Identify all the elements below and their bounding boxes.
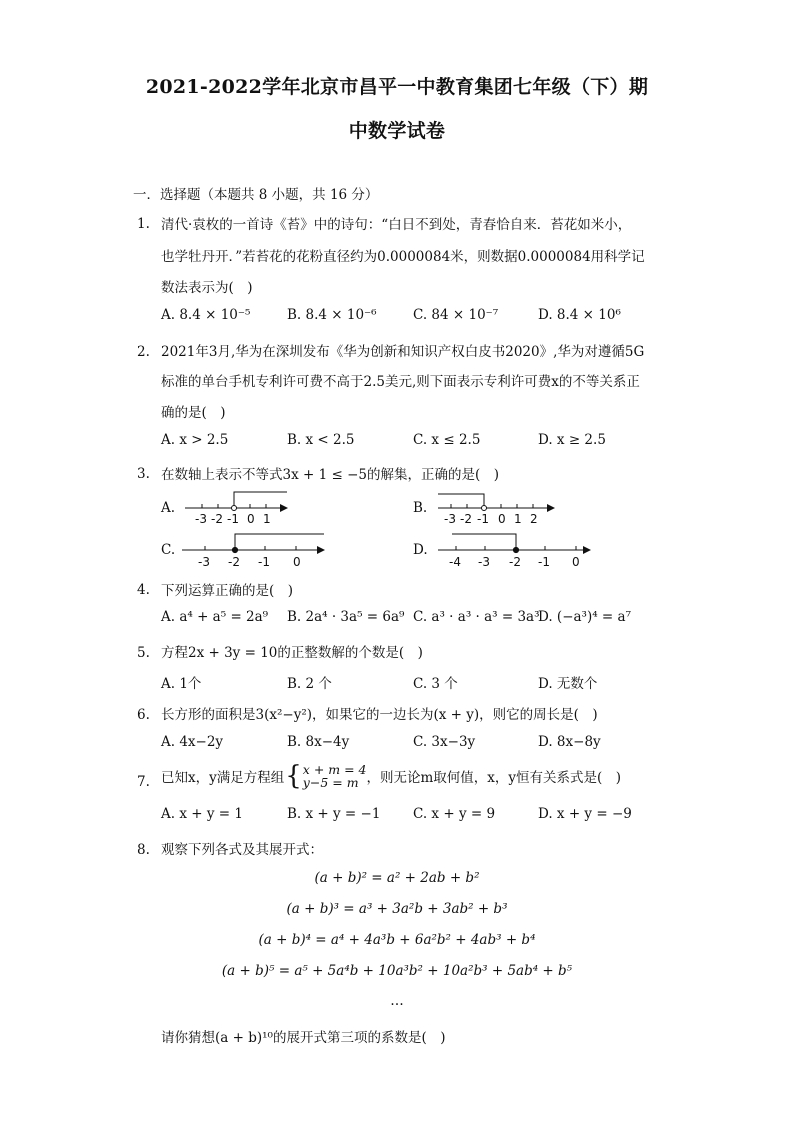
equation-1: x + m = 4 <box>302 762 367 777</box>
question-text <box>161 761 621 791</box>
option-a: A. x + y = 1 <box>161 806 243 822</box>
option-a: A. 1个 <box>161 676 202 692</box>
tick-label: -3 <box>198 555 210 569</box>
option-b: B. 2a⁴ · 3a⁵ = 6a⁹ <box>287 609 405 625</box>
question-number: 2. <box>137 344 150 360</box>
question-text-post: ，则无论m取何值，x，y恒有关系式是( ) <box>366 770 622 786</box>
number-line-b <box>436 488 560 528</box>
number-line-a <box>183 488 293 528</box>
question-text-pre: 已知x，y满足方程组 <box>161 770 285 786</box>
question-text: 在数轴上表示不等式3x + 1 ≤ −5的解集，正确的是( ) <box>161 467 500 483</box>
question-number: 4. <box>137 582 150 598</box>
tick-label: -3 <box>478 555 490 569</box>
question-text: 观察下列各式及其展开式： <box>161 842 323 858</box>
tick-label: 0 <box>498 512 506 526</box>
exam-title-line1: 2021-2022学年北京市昌平一中教育集团七年级（下）期 <box>145 76 649 98</box>
question-text: 2021年3月,华为在深圳发布《华为创新和知识产权白皮书2020》,华为对遵循5G <box>161 344 645 360</box>
option-c: C. x ≤ 2.5 <box>413 432 481 448</box>
option-d: D. x ≥ 2.5 <box>538 432 606 448</box>
question-number: 7. <box>137 774 150 790</box>
tick-label: -2 <box>228 555 240 569</box>
tick-label: -4 <box>449 555 461 569</box>
question-number: 8. <box>137 842 150 858</box>
tick-label: -2 <box>211 512 223 526</box>
question-text: 确的是( ) <box>161 405 226 421</box>
tick-label: 1 <box>514 512 522 526</box>
exam-title-line2: 中数学试卷 <box>348 120 446 142</box>
tick-label: 1 <box>263 512 271 526</box>
option-c: C. a³ · a³ · a³ = 3a³ <box>413 609 540 625</box>
option-d: D. x + y = −9 <box>538 806 632 822</box>
brace-icon: { <box>285 761 302 791</box>
option-c: C. 3 个 <box>413 676 458 692</box>
tick-label: -3 <box>195 512 207 526</box>
question-number: 5. <box>137 645 150 661</box>
option-b: B. 2 个 <box>287 676 332 692</box>
question-text: 请你猜想(a + b)¹⁰的展开式第三项的系数是( ) <box>161 1030 446 1046</box>
tick-label: -1 <box>227 512 239 526</box>
formula-line: (a + b)³ = a³ + 3a²b + 3ab² + b³ <box>286 901 508 917</box>
option-a: A. a⁴ + a⁵ = 2a⁹ <box>161 609 269 625</box>
option-a: A. 8.4 × 10⁻⁵ <box>161 307 251 323</box>
formula-ellipsis: … <box>390 993 404 1009</box>
option-b: B. x < 2.5 <box>287 432 355 448</box>
option-d: D. <box>413 542 428 558</box>
question-number: 1. <box>137 216 150 232</box>
equation-2: y−5 = m <box>302 775 359 790</box>
number-line-c <box>180 528 330 572</box>
tick-label: -1 <box>538 555 550 569</box>
question-text: 数法表示为( ) <box>161 280 253 296</box>
tick-label: 2 <box>530 512 538 526</box>
option-a: A. x > 2.5 <box>161 432 229 448</box>
option-b: B. <box>413 500 428 516</box>
question-text: 方程2x + 3y = 10的正整数解的个数是( ) <box>161 645 423 661</box>
tick-label: -1 <box>258 555 270 569</box>
number-line-d <box>436 528 596 572</box>
formula-line: (a + b)⁵ = a⁵ + 5a⁴b + 10a³b² + 10a²b³ + 5ab⁴ + b⁵ <box>221 963 573 979</box>
question-number: 6. <box>137 707 150 723</box>
option-b: B. 8x−4y <box>287 734 350 750</box>
option-c: C. 3x−3y <box>413 734 476 750</box>
tick-label: -2 <box>509 555 521 569</box>
option-d: D. 8x−8y <box>538 734 601 750</box>
option-a: A. 4x−2y <box>161 734 224 750</box>
option-c: C. 84 × 10⁻⁷ <box>413 307 499 323</box>
section-heading: 一．选择题（本题共 8 小题，共 16 分） <box>133 187 379 203</box>
option-c: C. <box>161 542 176 558</box>
question-number: 3. <box>137 466 150 482</box>
tick-label: 0 <box>247 512 255 526</box>
question-text: 下列运算正确的是( ) <box>161 583 294 599</box>
equation-system <box>303 763 367 789</box>
tick-label: -1 <box>477 512 489 526</box>
tick-label: 0 <box>293 555 301 569</box>
formula-line: (a + b)⁴ = a⁴ + 4a³b + 6a²b² + 4ab³ + b⁴ <box>258 932 536 948</box>
option-d: D. (−a³)⁴ = a⁷ <box>538 609 631 625</box>
option-b: B. x + y = −1 <box>287 806 381 822</box>
tick-label: -3 <box>444 512 456 526</box>
tick-label: -2 <box>460 512 472 526</box>
option-d: D. 8.4 × 10⁶ <box>538 307 621 323</box>
question-text: 长方形的面积是3(x²−y²)，如果它的一边长为(x + y)，则它的周长是( ) <box>161 707 598 723</box>
question-text: 清代·袁枚的一首诗《苔》中的诗句：“白日不到处，青春恰自来．苔花如米小， <box>161 217 632 233</box>
option-c: C. x + y = 9 <box>413 806 496 822</box>
question-text: 标准的单台手机专利许可费不高于2.5美元,则下面表示专利许可费x的不等关系正 <box>161 374 640 390</box>
option-a: A. <box>161 500 176 516</box>
question-text: 也学牡丹开．”若苔花的花粉直径约为0.0000084米，则数据0.0000084用科学记 <box>161 249 645 265</box>
option-b: B. 8.4 × 10⁻⁶ <box>287 307 377 323</box>
tick-label: 0 <box>572 555 580 569</box>
formula-line: (a + b)² = a² + 2ab + b² <box>314 870 480 886</box>
option-d: D. 无数个 <box>538 676 598 692</box>
